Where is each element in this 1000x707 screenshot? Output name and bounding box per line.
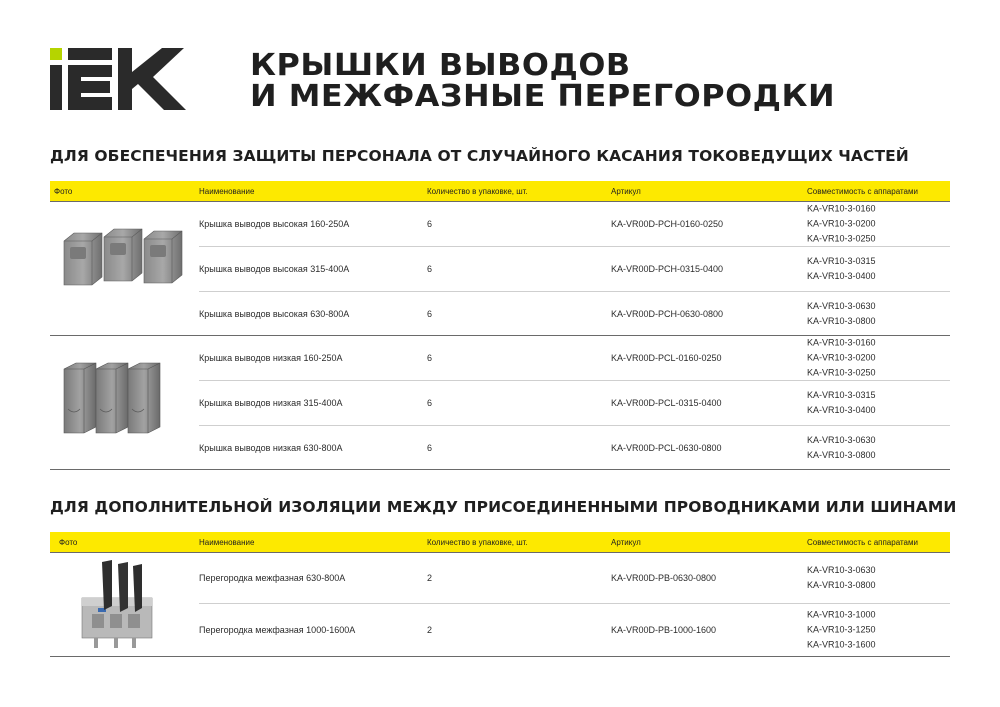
row-article: KA-VR00D-PCL-0315-0400 xyxy=(611,398,722,408)
title-line-2: И МЕЖФАЗНЫЕ ПЕРЕГОРОДКИ xyxy=(250,79,836,114)
col-name: Наименование xyxy=(199,538,255,547)
row-article: KA-VR00D-PCH-0315-0400 xyxy=(611,264,724,274)
row-qty: 6 xyxy=(427,442,433,453)
row-name: Крышка выводов низкая 160-250А xyxy=(199,353,343,363)
terminal-cover-high-photo xyxy=(62,227,190,289)
row-compat xyxy=(807,433,876,463)
col-compat: Совместимость с аппаратами xyxy=(807,187,918,196)
terminal-cover-low-photo xyxy=(62,359,192,437)
compat-item: KA-VR10-3-0315 xyxy=(807,390,876,400)
row-compat xyxy=(807,254,876,284)
row-compat xyxy=(807,563,876,593)
row-article: KA-VR00D-PCL-0160-0250 xyxy=(611,353,722,363)
compat-item: KA-VR10-3-0630 xyxy=(807,434,876,445)
compat-item: KA-VR10-3-0800 xyxy=(807,315,876,326)
row-compat xyxy=(807,202,876,247)
phase-barriers-table xyxy=(50,532,950,658)
terminal-covers-table xyxy=(50,181,950,470)
section2-heading: ДЛЯ ДОПОЛНИТЕЛЬНОЙ ИЗОЛЯЦИИ МЕЖДУ ПРИСОЕДИНЕННЫМИ ПРОВОДНИКАМИ ИЛИ ШИНАМИ xyxy=(50,498,957,516)
compat-item: KA-VR10-3-0400 xyxy=(807,271,876,281)
row-qty: 6 xyxy=(427,264,433,274)
compat-item: KA-VR10-3-0160 xyxy=(807,203,876,214)
col-qty: Количество в упаковке, шт. xyxy=(427,187,528,196)
compat-item: KA-VR10-3-0200 xyxy=(807,218,876,229)
col-article: Артикул xyxy=(611,538,641,547)
row-qty: 2 xyxy=(427,625,433,635)
table-row xyxy=(199,336,950,381)
row-compat xyxy=(807,336,876,381)
row-article: KA-VR00D-PB-1000-1600 xyxy=(611,625,717,635)
compat-item: KA-VR10-3-0800 xyxy=(807,449,876,460)
row-name: Крышка выводов низкая 630-800А xyxy=(199,442,343,453)
table-row xyxy=(199,604,950,656)
compat-item: KA-VR10-3-0630 xyxy=(807,565,876,575)
table-row xyxy=(199,202,950,247)
row-name: Перегородка межфазная 630-800А xyxy=(199,573,346,583)
page-title xyxy=(250,50,835,112)
row-qty: 6 xyxy=(427,398,433,408)
row-name: Крышка выводов низкая 315-400А xyxy=(199,398,343,408)
row-compat xyxy=(807,608,876,653)
compat-item: KA-VR10-3-0250 xyxy=(807,233,876,244)
compat-item: KA-VR10-3-0400 xyxy=(807,405,876,415)
table-row xyxy=(199,426,950,469)
table-bottom-line xyxy=(50,656,950,657)
table-header xyxy=(50,181,950,202)
table-row xyxy=(199,247,950,292)
table-row xyxy=(199,381,950,426)
phase-barrier-photo xyxy=(78,558,158,652)
row-qty: 6 xyxy=(427,219,433,229)
row-name: Крышка выводов высокая 160-250А xyxy=(199,219,350,229)
col-photo: Фото xyxy=(54,187,73,196)
compat-item: KA-VR10-3-0200 xyxy=(807,352,876,363)
compat-item: KA-VR10-3-0250 xyxy=(807,367,876,378)
col-photo: Фото xyxy=(59,538,78,547)
compat-item: KA-VR10-3-0800 xyxy=(807,580,876,590)
compat-item: KA-VR10-3-1600 xyxy=(807,639,876,650)
table-header xyxy=(50,532,950,553)
row-article: KA-VR00D-PCH-0630-0800 xyxy=(611,308,724,319)
row-qty: 6 xyxy=(427,308,433,319)
compat-item: KA-VR10-3-1000 xyxy=(807,609,876,620)
table-row xyxy=(199,292,950,335)
row-name: Крышка выводов высокая 315-400А xyxy=(199,264,350,274)
row-article: KA-VR00D-PB-0630-0800 xyxy=(611,573,717,583)
compat-item: KA-VR10-3-0160 xyxy=(807,337,876,348)
col-compat: Совместимость с аппаратами xyxy=(807,538,918,547)
col-article: Артикул xyxy=(611,187,641,196)
row-compat xyxy=(807,299,876,329)
col-qty: Количество в упаковке, шт. xyxy=(427,538,528,547)
row-qty: 6 xyxy=(427,353,433,363)
row-compat xyxy=(807,388,876,418)
title-line-1: КРЫШКИ ВЫВОДОВ xyxy=(250,48,631,83)
col-name: Наименование xyxy=(199,187,255,196)
compat-item: KA-VR10-3-0315 xyxy=(807,256,876,266)
iek-logo xyxy=(50,48,202,110)
section1-heading: ДЛЯ ОБЕСПЕЧЕНИЯ ЗАЩИТЫ ПЕРСОНАЛА ОТ СЛУЧАЙНОГО КАСАНИЯ ТОКОВЕДУЩИХ ЧАСТЕЙ xyxy=(50,147,909,165)
table-row xyxy=(199,553,950,604)
row-article: KA-VR00D-PCH-0160-0250 xyxy=(611,219,724,229)
row-qty: 2 xyxy=(427,573,433,583)
table-bottom-line xyxy=(50,469,950,470)
row-name: Крышка выводов высокая 630-800А xyxy=(199,308,350,319)
row-article: KA-VR00D-PCL-0630-0800 xyxy=(611,442,722,453)
compat-item: KA-VR10-3-1250 xyxy=(807,624,876,635)
row-name: Перегородка межфазная 1000-1600А xyxy=(199,625,356,635)
compat-item: KA-VR10-3-0630 xyxy=(807,300,876,311)
